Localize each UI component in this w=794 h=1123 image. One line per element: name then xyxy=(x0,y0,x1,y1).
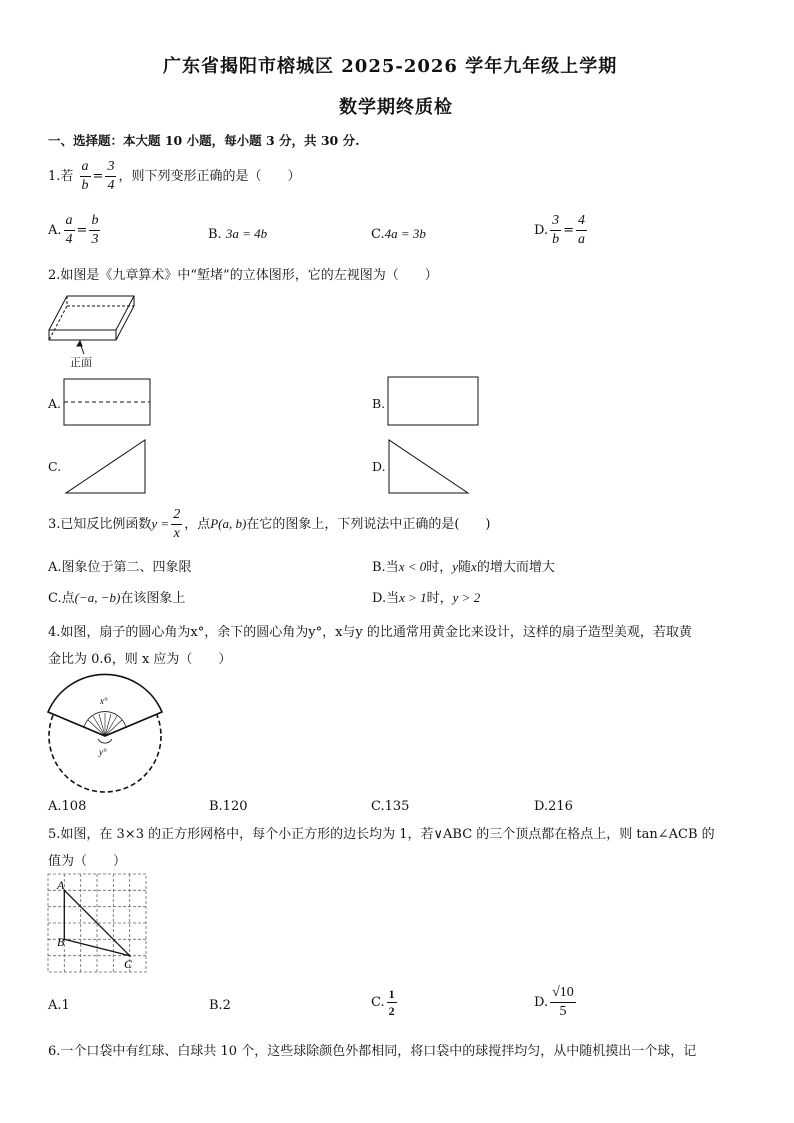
q4-fan-figure xyxy=(46,672,166,797)
q1-stem: 1.若 $\frac{a}{b}$ = $\frac{3}{4}$ ，则下列变形正确的是（ ） xyxy=(48,159,301,193)
q4-fig-y-label: y° xyxy=(99,747,107,757)
q5-grid-figure xyxy=(46,872,150,976)
q2-option-d[interactable]: D. xyxy=(372,459,386,474)
q1-option-a[interactable]: A. $\frac{a}{4}$ = $\frac{b}{3}$ xyxy=(48,213,99,247)
q2-option-b[interactable]: B. xyxy=(372,396,386,411)
title-line2: 数学期终质检 xyxy=(339,97,453,118)
q1-frac-ab: $\frac{a}{b}$ xyxy=(81,159,89,193)
q6-stem: 6.一个口袋中有红球、白球共 10 个，这些球除颜色外都相同，将口袋中的球搅拌均匀，从中随机摸出一个球，记 xyxy=(48,1044,697,1059)
q2-option-c[interactable]: C. xyxy=(48,459,62,474)
q2-prism-figure xyxy=(46,288,146,370)
q3-option-b[interactable]: B.当x < 0时，y随x的增大而增大 xyxy=(372,559,555,575)
q5-point-a: A xyxy=(57,878,65,892)
q5-option-c[interactable]: C. $\frac{1}{2}$ xyxy=(371,987,395,1018)
q4-option-d[interactable]: D.216 xyxy=(534,799,573,814)
q5-option-a[interactable]: A.1 xyxy=(48,998,70,1013)
q5-stem-line1: 5.如图，在 3×3 的正方形网格中，每个小正方形的边长均为 1，若∨ABC 的三个顶点都在格点上，则 tan∠ACB 的 xyxy=(48,827,715,842)
q4-stem-line2: 金比为 0.6，则 x 应为（ ） xyxy=(48,652,232,667)
q3-stem: 3.已知反比例函数y = $\frac{2}{x}$ ，点P(a, b)在它的图象上，下列说法中正确的是( ) xyxy=(48,507,491,541)
q3-option-d[interactable]: D.当x > 1时，y > 2 xyxy=(372,590,481,606)
q4-option-c[interactable]: C.135 xyxy=(371,799,410,814)
title-line1: 广东省揭阳市榕城区 2025-2026 学年九年级上学期 xyxy=(163,56,618,77)
q2-front-label: 正面 xyxy=(70,356,92,369)
q5-option-d[interactable]: D. $\frac{√10}{5}$ xyxy=(534,985,574,1019)
q4-option-b[interactable]: B.120 xyxy=(209,799,248,814)
q2-option-c-figure[interactable] xyxy=(64,438,148,496)
q1-option-b[interactable]: B. 3a = 4b xyxy=(208,226,268,242)
q2-option-a-figure[interactable] xyxy=(63,378,153,428)
q5-stem-line2: 值为（ ） xyxy=(48,854,127,869)
q2-stem: 2.如图是《九章算术》中“堑堵”的立体图形，它的左视图为（ ） xyxy=(48,268,438,283)
q5-point-c: C xyxy=(124,957,133,971)
q2-option-a[interactable]: A. xyxy=(48,396,62,411)
q1-option-d[interactable]: D. $\frac{3}{b}$ = $\frac{4}{a}$ xyxy=(534,213,585,247)
q3-option-a[interactable]: A.图象位于第二、四象限 xyxy=(48,560,192,575)
q5-point-b: B xyxy=(57,935,65,949)
q2-option-d-figure[interactable] xyxy=(387,438,471,496)
q4-stem-line1: 4.如图，扇子的圆心角为x°，余下的圆心角为y°，x与y 的比通常用黄金比来设计，这样的扇子造型美观，若取黄 xyxy=(48,625,692,640)
q4-option-a[interactable]: A.108 xyxy=(48,799,87,814)
q4-fig-x-label: x° xyxy=(100,696,108,706)
q2-option-b-figure[interactable] xyxy=(387,376,481,428)
q1-frac-34: $\frac{3}{4}$ xyxy=(107,159,115,193)
q5-option-b[interactable]: B.2 xyxy=(209,998,231,1013)
q1-option-c[interactable]: C.4a = 3b xyxy=(371,226,426,242)
section-heading: 一、选择题：本大题 10 小题，每小题 3 分，共 30 分. xyxy=(48,133,360,148)
q3-option-c[interactable]: C.点(−a, −b)在该图象上 xyxy=(48,590,186,606)
